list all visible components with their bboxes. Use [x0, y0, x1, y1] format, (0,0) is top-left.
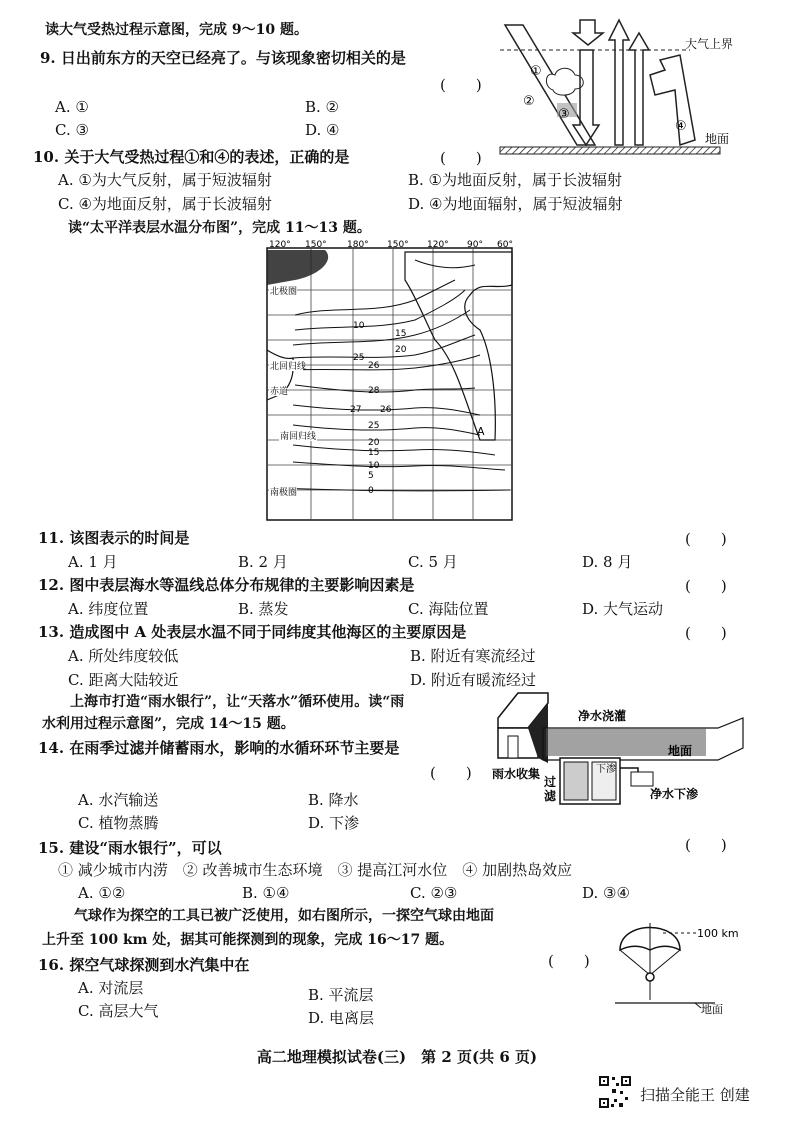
lon-label-1: 120°	[269, 240, 291, 250]
isotherm-26-s: 26	[380, 405, 392, 415]
q9-option-c[interactable]: C. ③	[55, 121, 89, 139]
q9-stem: 9. 日出前东方的天空已经亮了。与该现象密切相关的是	[40, 49, 406, 67]
fig1-top-label: 大气上界	[685, 37, 734, 51]
pacific-sst-map	[265, 240, 515, 522]
q15-option-d[interactable]: D. ③④	[582, 884, 630, 902]
isotherm-20: 20	[395, 345, 407, 355]
q12-paren: ( )	[685, 577, 727, 595]
isotherm-15: 15	[395, 329, 407, 339]
intro-16-17-line2: 上升至 100 km 处，据其可能探测到的现象，完成 16～17 题。	[42, 932, 454, 948]
q10-stem: 10. 关于大气受热过程①和④的表述，正确的是	[33, 148, 350, 166]
q14-option-a[interactable]: A. 水汽输送	[78, 791, 159, 809]
q12-option-d[interactable]: D. 大气运动	[582, 600, 664, 618]
intro-14-15-line2: 水利用过程示意图”，完成 14～15 题。	[42, 716, 295, 732]
q16-option-b[interactable]: B. 平流层	[308, 986, 374, 1004]
q14-paren: ( )	[430, 764, 472, 782]
isotherm-26: 26	[368, 361, 380, 371]
fig1-num-2: ②	[523, 94, 535, 109]
q11-option-c[interactable]: C. 5 月	[408, 553, 458, 571]
lon-label-5: 120°	[427, 240, 449, 250]
q13-option-a[interactable]: A. 所处纬度较低	[68, 647, 179, 665]
fig3-filter-label-2: 滤	[544, 789, 557, 803]
lat-arctic-circle: 北极圈	[270, 287, 298, 297]
intro-9-10: 读大气受热过程示意图，完成 9～10 题。	[45, 22, 308, 38]
fig3-clean-seep-label: 净水下渗	[650, 787, 699, 801]
q11-stem: 11. 该图表示的时间是	[38, 529, 190, 547]
isotherm-15-s: 15	[368, 448, 380, 458]
balloon-diagram	[605, 905, 765, 1020]
fig1-num-4: ④	[675, 119, 687, 134]
qr-code-icon	[598, 1075, 632, 1109]
q11-option-a[interactable]: A. 1 月	[68, 553, 118, 571]
lon-label-4: 150°	[387, 240, 409, 250]
intro-14-15-line1: 上海市打造“雨水银行”，让“天落水”循环使用。读“雨	[70, 694, 405, 710]
lat-equator: 赤道	[270, 387, 289, 397]
q15-items: ① 减少城市内涝 ② 改善城市生态环境 ③ 提高江河水位 ④ 加剧热岛效应	[58, 861, 573, 879]
atmosphere-heating-diagram	[495, 15, 755, 165]
q13-stem: 13. 造成图中 A 处表层水温不同于同纬度其他海区的主要原因是	[38, 623, 467, 641]
q9-paren: ( )	[440, 76, 482, 94]
isotherm-10: 10	[353, 321, 365, 331]
q13-paren: ( )	[685, 624, 727, 642]
q14-option-b[interactable]: B. 降水	[308, 791, 359, 809]
q16-option-d[interactable]: D. 电离层	[308, 1009, 375, 1027]
q15-option-a[interactable]: A. ①②	[78, 884, 126, 902]
isotherm-20-s: 20	[368, 438, 380, 448]
q15-stem: 15. 建设“雨水银行”，可以	[38, 839, 222, 857]
lon-label-2: 150°	[305, 240, 327, 250]
q12-option-b[interactable]: B. 蒸发	[238, 600, 289, 618]
lat-tropic-capricorn: 南回归线	[280, 432, 317, 442]
q10-option-b[interactable]: B. ①为地面反射，属于长波辐射	[408, 171, 623, 189]
fig3-seep-in-label: 下渗	[596, 764, 616, 775]
lat-antarctic-circle: 南极圈	[270, 488, 298, 498]
rainwater-utilization-diagram	[488, 688, 748, 818]
q16-option-c[interactable]: C. 高层大气	[78, 1002, 159, 1020]
intro-11-13: 读“太平洋表层水温分布图”，完成 11～13 题。	[68, 220, 371, 236]
q9-option-b[interactable]: B. ②	[305, 98, 340, 116]
isotherm-10-s: 10	[368, 461, 380, 471]
isotherm-27: 27	[350, 405, 362, 415]
q14-option-d[interactable]: D. 下渗	[308, 814, 360, 832]
fig1-ground-label: 地面	[705, 132, 730, 146]
fig3-collect-label: 雨水收集	[492, 767, 541, 781]
fig3-filter-label-1: 过	[544, 775, 557, 789]
isotherm-25: 25	[353, 353, 365, 363]
q15-paren: ( )	[685, 836, 727, 854]
q16-stem: 16. 探空气球探测到水汽集中在	[38, 956, 250, 974]
intro-16-17-line1: 气球作为探空的工具已被广泛使用，如右图所示，一探空气球由地面	[74, 908, 494, 924]
isotherm-25-s: 25	[368, 421, 380, 431]
q12-stem: 12. 图中表层海水等温线总体分布规律的主要影响因素是	[38, 576, 415, 594]
q10-option-a[interactable]: A. ①为大气反射，属于短波辐射	[58, 171, 272, 189]
q11-option-d[interactable]: D. 8 月	[582, 553, 633, 571]
isotherm-0-s: 0	[368, 486, 374, 496]
q15-option-b[interactable]: B. ①④	[242, 884, 290, 902]
fig1-num-1: ①	[530, 64, 542, 79]
q10-option-c[interactable]: C. ④为地面反射，属于长波辐射	[58, 195, 272, 213]
q10-paren: ( )	[440, 149, 482, 167]
q15-option-c[interactable]: C. ②③	[410, 884, 458, 902]
fig1-num-3: ③	[558, 107, 570, 122]
q12-option-a[interactable]: A. 纬度位置	[68, 600, 149, 618]
lon-label-7: 60°	[497, 240, 513, 250]
q13-option-d[interactable]: D. 附近有暖流经过	[410, 671, 537, 689]
isotherm-28: 28	[368, 386, 380, 396]
q13-option-b[interactable]: B. 附近有寒流经过	[410, 647, 536, 665]
q11-option-b[interactable]: B. 2 月	[238, 553, 288, 571]
fig4-ground-label: 地面	[701, 1003, 723, 1016]
q13-option-c[interactable]: C. 距离大陆较近	[68, 671, 179, 689]
q10-option-d[interactable]: D. ④为地面辐射，属于短波辐射	[408, 195, 623, 213]
fig3-ground-label: 地面	[668, 744, 693, 758]
lat-tropic-cancer: 北回归线	[270, 362, 307, 372]
q16-option-a[interactable]: A. 对流层	[78, 979, 144, 997]
fig3-irrigate-label: 净水浇灌	[578, 709, 627, 723]
fig4-altitude-label: 100 km	[697, 927, 739, 940]
scanner-watermark: 扫描全能王 创建	[640, 1086, 750, 1104]
lon-label-6: 90°	[467, 240, 483, 250]
page-footer: 高二地理模拟试卷(三) 第 2 页(共 6 页)	[256, 1048, 538, 1066]
isotherm-5-s: 5	[368, 471, 374, 481]
q9-option-a[interactable]: A. ①	[55, 98, 89, 116]
q11-paren: ( )	[685, 530, 727, 548]
q16-paren: ( )	[548, 952, 590, 970]
q14-option-c[interactable]: C. 植物蒸腾	[78, 814, 159, 832]
map-point-a: A	[477, 425, 485, 438]
q12-option-c[interactable]: C. 海陆位置	[408, 600, 489, 618]
lon-label-3: 180°	[347, 240, 369, 250]
q9-option-d[interactable]: D. ④	[305, 121, 340, 139]
q14-stem: 14. 在雨季过滤并储蓄雨水，影响的水循环环节主要是	[38, 739, 400, 757]
